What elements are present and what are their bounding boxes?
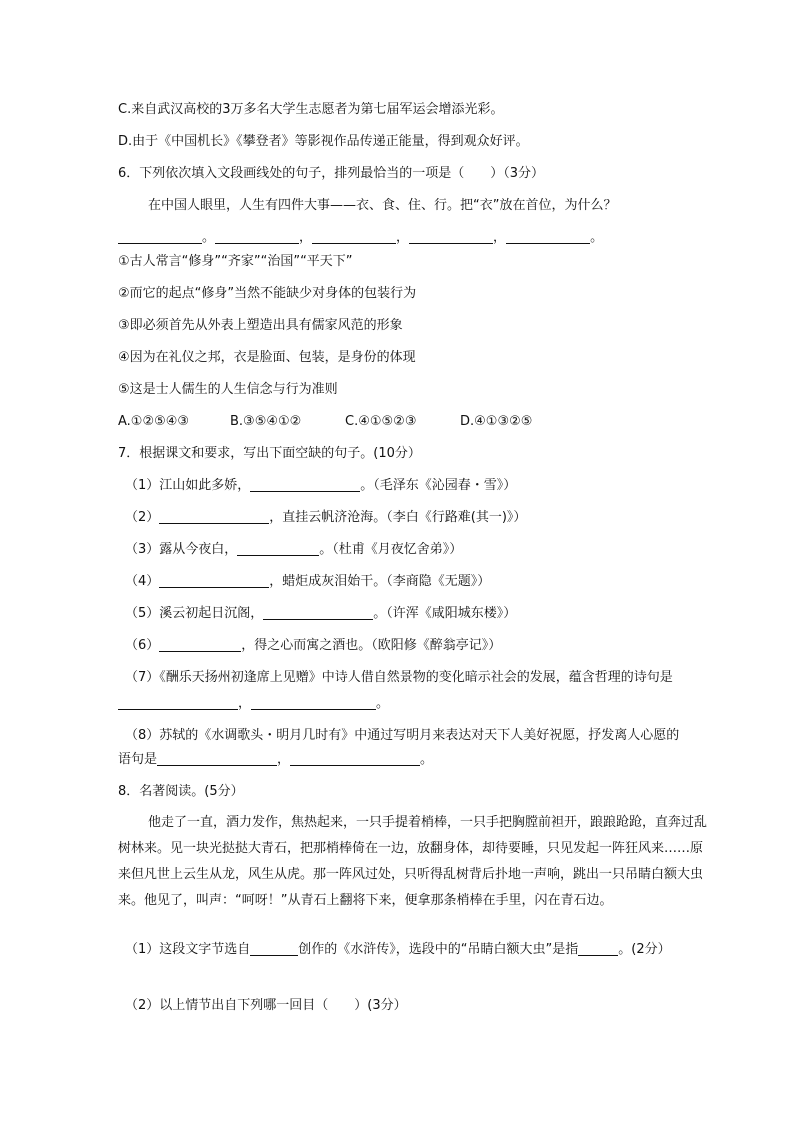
answer-blank[interactable] (159, 573, 269, 588)
answer-blank[interactable] (118, 695, 238, 710)
q6-option-c[interactable]: C.④①⑤②③ (345, 414, 417, 429)
q6-passage: 在中国人眼里，人生有四件大事——衣、食、住、行。把“衣”放在首位，为什么？ (148, 198, 617, 213)
q6-stem: 6．下列依次填入文段画线处的句子，排列最恰当的一项是（ ）（3分） (118, 166, 545, 181)
q7-item-4: （4） ，蜡炬成灰泪始干。（李商隐《无题》） (125, 574, 491, 589)
q8-stem: 8．名著阅读。(5分） (118, 784, 244, 799)
answer-blank[interactable] (157, 751, 277, 766)
q6-sentence: ⑤这是士人儒生的人生信念与行为准则 (118, 382, 338, 397)
answer-blank[interactable] (237, 541, 319, 556)
q8-passage: 他走了一直，酒力发作，焦热起来，一只手提着梢棒，一只手把胸膛前袒开，踉踉跄跄，直奔过乱树林来。见一块光挞挞大青石，把那梢棒倚在一边，放翻身体，却待要睡，只见发起一阵狂风来……原来但凡世上云生从龙，风生从虎。那一阵风过处，只听得乱树背后扑地一声响，跳出一只吊睛白额大虫来。他见了，叫声：“呵呀！”从青石上翻将下来，便拿那条梢棒在手里，闪在青石边。 (118, 815, 708, 908)
q8-sub-1: （1）这段文字节选自 创作的《水浒传》，选段中的“吊睛白额大虫”是指 。(2分） (125, 942, 671, 957)
q8-sub-2: （2）以上情节出自下列哪一回目（ ）(3分） (125, 998, 407, 1013)
q6-option-d[interactable]: D.④①③②⑤ (460, 414, 533, 429)
answer-blank[interactable] (250, 941, 298, 956)
q7-item-1: （1）江山如此多娇， 。（毛泽东《沁园春・雪》） (125, 478, 517, 493)
q7-item-3: （3）露从今夜白， 。（杜甫《月夜忆舍弟》） (125, 542, 463, 557)
q6-option-a[interactable]: A.①②⑤④③ (118, 414, 190, 429)
q7-item-6: （6） ，得之心而寓之酒也。（欧阳修《醉翁亭记》） (125, 638, 502, 653)
answer-blank[interactable] (409, 229, 493, 244)
q6-options (118, 413, 714, 431)
answer-blank[interactable] (250, 477, 360, 492)
q7-item-5: （5）溪云初起日沉阁， 。（许浑《咸阳城东楼》） (125, 606, 517, 621)
q6-sentence: ②而它的起点“修身”当然不能缺少对身体的包装行为 (118, 286, 417, 301)
answer-blank[interactable] (251, 695, 376, 710)
q7-item-8-blanks: 语句是 ， 。 (118, 752, 434, 767)
q7-item-7-blanks: ， 。 (118, 695, 714, 713)
q6-blanks-line: 。 ， ， ， 。 (118, 229, 714, 247)
q5-option-d: D.由于《中国机长》《攀登者》等影视作品传递正能量，得到观众好评。 (118, 134, 529, 149)
q7-stem: 7．根据课文和要求，写出下面空缺的句子。(10分） (118, 446, 421, 461)
answer-blank[interactable] (159, 509, 269, 524)
answer-blank[interactable] (263, 605, 373, 620)
q7-item-8: （8）苏轼的《水调歌头・明月几时有》中通过写明月来表达对天下人美好祝愿，抒发离人心愿的 (125, 728, 680, 743)
answer-blank[interactable] (215, 229, 299, 244)
q6-sentence: ④因为在礼仪之邦，衣是脸面、包装，是身份的体现 (118, 350, 416, 365)
q6-sentence: ③即必须首先从外表上塑造出具有儒家风范的形象 (118, 318, 403, 333)
q6-sentence: ①古人常言“修身”“齐家”“治国”“平天下” (118, 254, 353, 269)
q6-option-b[interactable]: B.③⑤④①② (230, 414, 302, 429)
answer-blank[interactable] (159, 637, 241, 652)
q7-item-2: （2） ，直挂云帆济沧海。（李白《行路难(其一)》） (125, 510, 527, 525)
answer-blank[interactable] (290, 751, 420, 766)
answer-blank[interactable] (506, 229, 590, 244)
answer-blank[interactable] (578, 941, 618, 956)
answer-blank[interactable] (312, 229, 396, 244)
answer-blank[interactable] (118, 229, 202, 244)
q7-item-7: （7）《酬乐天扬州初逢席上见赠》中诗人借自然景物的变化暗示社会的发展，蕴含哲理的诗句是 (125, 670, 673, 685)
q5-option-c: C.来自武汉高校的3万多名大学生志愿者为第七届军运会增添光彩。 (118, 102, 504, 117)
